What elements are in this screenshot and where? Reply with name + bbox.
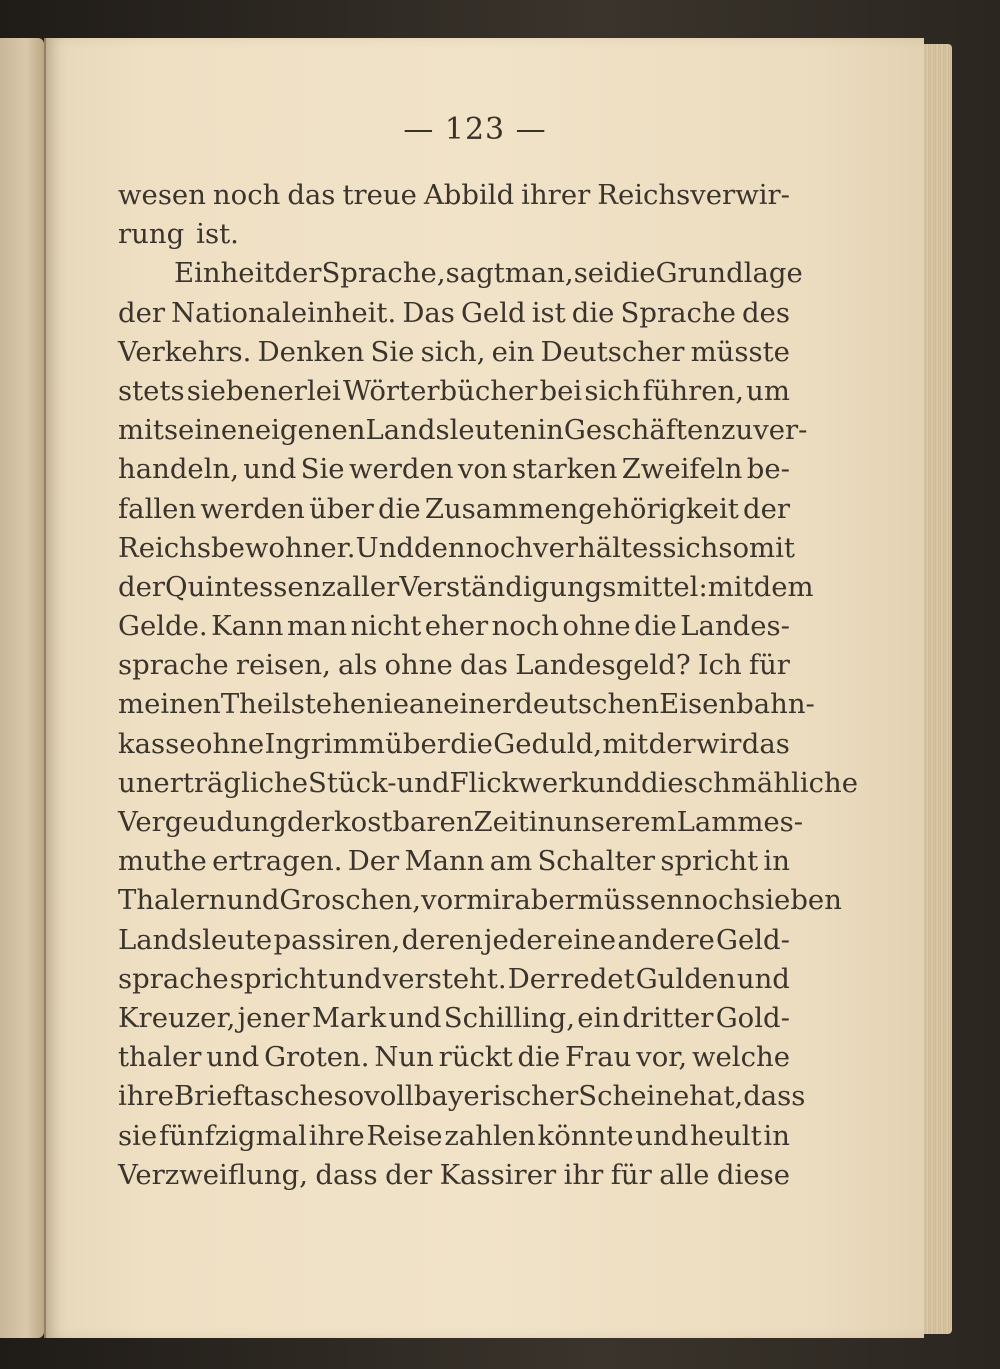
word: Verkehrs. [118,335,252,368]
word: rung [118,218,185,251]
word: in [763,1119,790,1152]
word: starken [512,453,618,486]
body-text [118,176,859,1195]
word: Mark [311,1001,387,1034]
word: ertragen. [212,845,343,878]
word: Denken [257,335,365,368]
word: Gelde. [118,610,208,643]
word: unserem [555,806,677,838]
word: Deutscher [540,335,685,368]
word: voll [364,1080,414,1113]
word: thaler [118,1041,202,1074]
word: das [287,179,336,211]
word: Ingrimm [264,727,385,760]
word: die [377,492,421,525]
word: sprache [118,962,229,995]
word: Thalern [118,884,227,917]
word: der [742,492,790,525]
text-line [118,764,859,803]
word: aller [335,570,400,603]
page-number: — 123 — [403,112,547,147]
word: Abbild [423,179,515,211]
word: einer [443,688,516,721]
word: Schilling, [443,1001,575,1034]
word: und [206,1041,260,1074]
word: schmähliche [683,766,859,799]
word: eine [557,923,617,956]
word: Quintessenz [165,570,336,603]
word: für [610,1158,652,1191]
text-line [118,842,790,881]
word: seinen [163,414,255,447]
word: Stück- [308,766,397,799]
text-line [118,685,815,724]
word: Frau [565,1041,632,1074]
word: nicht [350,610,422,643]
word: redet [560,962,635,995]
word: sprache [118,649,229,682]
word: das [741,727,790,760]
word: man, [504,257,574,290]
word: Landsleute [118,923,273,956]
word: der [274,257,322,290]
text-line [118,254,803,293]
word: Und [355,531,415,564]
word: eher [424,610,489,643]
word: Geld [460,296,526,329]
word: müssen [577,884,684,917]
word: stehe [290,688,367,721]
text-line [118,294,790,333]
word: Kassirer [439,1158,557,1191]
word: sich [662,531,719,564]
text-line [118,568,814,607]
word: und [587,766,641,799]
word: ihrer [521,179,591,211]
word: mit [707,570,754,603]
word: Ich [697,649,742,682]
word: versteht. [382,962,507,995]
word: aber [514,884,578,917]
word: wir [695,727,742,760]
word: über [309,492,374,525]
text-line [118,607,790,646]
text-line [118,881,842,920]
word: be- [746,453,790,486]
text-line [118,1077,806,1116]
word: Schalter [537,845,656,878]
gutter-shadow [44,38,46,1338]
text-line [118,176,790,215]
word: die [612,257,656,290]
word: Grundlage [655,257,803,290]
word: Reise [366,1119,443,1152]
word: deren [401,923,483,956]
word: die [634,610,677,643]
word: bei [539,374,583,407]
word: alle [659,1158,710,1191]
word: rückt [438,1041,513,1074]
word: sie [118,1119,158,1152]
word: ein [577,1001,621,1034]
word: so [718,531,750,564]
word: Sprache, [321,257,446,290]
word: Groschen, [279,884,422,917]
text-line [118,803,804,842]
word: und [736,962,790,995]
word: ist. [196,218,239,251]
word: ihr [563,1158,604,1191]
word: ihre [118,1080,174,1113]
word: und [328,962,382,995]
word: der [286,806,335,838]
word: andere [617,923,715,956]
word: vor [421,884,467,917]
word: das [459,649,509,682]
word: mit [749,531,795,564]
word: Mann [404,845,485,878]
text-line [118,490,790,529]
word: eigenen [254,414,366,447]
word: kostbaren [334,806,474,838]
word: treue [342,179,417,211]
word: am [489,845,533,878]
word: Groten. [264,1041,370,1074]
text-line [118,1038,790,1077]
word: der [118,296,166,329]
page-stack-edge [924,44,952,1334]
word: mir [466,884,515,917]
text-line [118,215,790,254]
word: Gold- [715,1001,790,1034]
word: Einheit [174,257,275,290]
word: siebenerlei [186,374,341,407]
word: Theil [220,688,291,721]
word: dass [743,1080,806,1113]
word: müsste [690,335,790,368]
word: könnte [537,1119,634,1152]
word: muthe [118,845,207,878]
text-line [118,1156,790,1195]
word: Geld- [716,923,790,956]
word: Das [402,296,455,329]
word: Nun [374,1041,434,1074]
word: zu [720,414,754,447]
word: unerträgliche [118,766,309,799]
word: Zusammengehörigkeit [424,492,739,525]
word: dass [315,1158,378,1191]
word: meinen [118,688,221,721]
word: Wörterbücher [342,374,538,407]
word: hat, [689,1080,744,1113]
word: dritter [622,1001,714,1034]
word: ist [531,296,566,329]
word: ohne [384,649,453,682]
word: fallen [118,492,197,525]
word: für [748,649,790,682]
word: Sie [300,453,345,486]
word: jeder [483,923,556,956]
word: der [385,1158,433,1191]
word: in [528,806,556,838]
word: diese [716,1158,790,1191]
word: Zeit [473,806,529,838]
word: ohne [562,610,631,643]
word: man [286,610,348,643]
word: ohne [195,727,265,760]
text-line [118,372,790,411]
word: fünfzigmal [158,1119,307,1152]
word: Sprache [620,296,736,329]
word: um [746,374,790,407]
word: Scheine [578,1080,690,1113]
word: dennoch [414,531,534,564]
word: die [517,1041,561,1074]
word: handeln, [118,453,239,486]
word: führen, [642,374,744,407]
word: sei [573,257,613,290]
word: ein [491,335,535,368]
word: Der [347,845,400,878]
word: jener [237,1001,310,1034]
word: die [640,766,684,799]
word: heult [690,1119,762,1152]
word: wesen [118,179,206,211]
word: in [537,414,564,447]
word: bayerischer [413,1080,579,1113]
text-line [118,529,795,568]
text-line [118,333,790,372]
word: vor, [636,1041,688,1074]
word: nie [366,688,409,721]
word: spricht [229,962,328,995]
word: Landesgeld? [515,649,691,682]
word: Nationaleinheit. [171,296,397,329]
word: kasse [118,727,196,760]
text-line [118,999,790,1038]
word: und [388,1001,442,1034]
word: über [385,727,450,760]
word: verhält [533,531,632,564]
word: der [118,570,166,603]
page-header [0,112,1000,147]
word: noch [491,610,559,643]
word: Flickwerk [449,766,588,799]
text-line [118,725,790,764]
text-line [118,411,808,450]
word: in [763,845,790,878]
word: Reichsverwir- [597,179,790,211]
word: der [648,727,696,760]
word: spricht [660,845,759,878]
word: mit [602,727,649,760]
word: welche [691,1041,790,1074]
text-line [118,450,790,489]
word: sich [584,374,641,407]
word: die [571,296,615,329]
text-line [118,960,790,999]
word: Reichsbewohner. [118,531,356,564]
word: die [450,727,493,760]
word: Verständigungsmittel: [399,570,708,603]
word: mit [118,414,164,447]
word: es [631,531,663,564]
word: ihre [308,1119,365,1152]
word: sieben [751,884,842,917]
word: noch [683,884,752,917]
word: zahlen [444,1119,536,1152]
word: dem [753,570,814,603]
text-line [118,646,790,685]
word: und [226,884,280,917]
word: Vergeudung [118,806,287,838]
word: Zweifeln [621,453,743,486]
word: und [635,1119,689,1152]
word: sagt [445,257,505,290]
word: Brieftasche [173,1080,334,1113]
word: des [741,296,790,329]
word: Eisenbahn- [659,688,815,721]
text-line [118,1117,790,1156]
word: werden [200,492,305,525]
word: stets [118,374,185,407]
word: Sie [370,335,415,368]
word: so [333,1080,365,1113]
word: passiren, [273,923,401,956]
word: Der [507,962,560,995]
word: sich, [420,335,486,368]
word: als [338,649,378,682]
word: Geduld, [493,727,602,760]
word: und [243,453,297,486]
word: ver- [753,414,808,447]
word: von [457,453,508,486]
word: Kreuzer, [118,1001,236,1034]
word: an [408,688,444,721]
word: reisen, [235,649,331,682]
word: noch [212,179,281,211]
word: Verzweiflung, [118,1158,308,1191]
word: Geschäften [563,414,721,447]
word: deutschen [515,688,660,721]
word: Landes- [680,610,790,643]
word: Lammes- [676,806,804,838]
word: werden [348,453,454,486]
word: und [396,766,450,799]
word: Landsleuten [365,414,538,447]
word: Kann [211,610,284,643]
text-line [118,921,790,960]
word: Gulden [635,962,736,995]
facing-page-edge [0,38,44,1338]
